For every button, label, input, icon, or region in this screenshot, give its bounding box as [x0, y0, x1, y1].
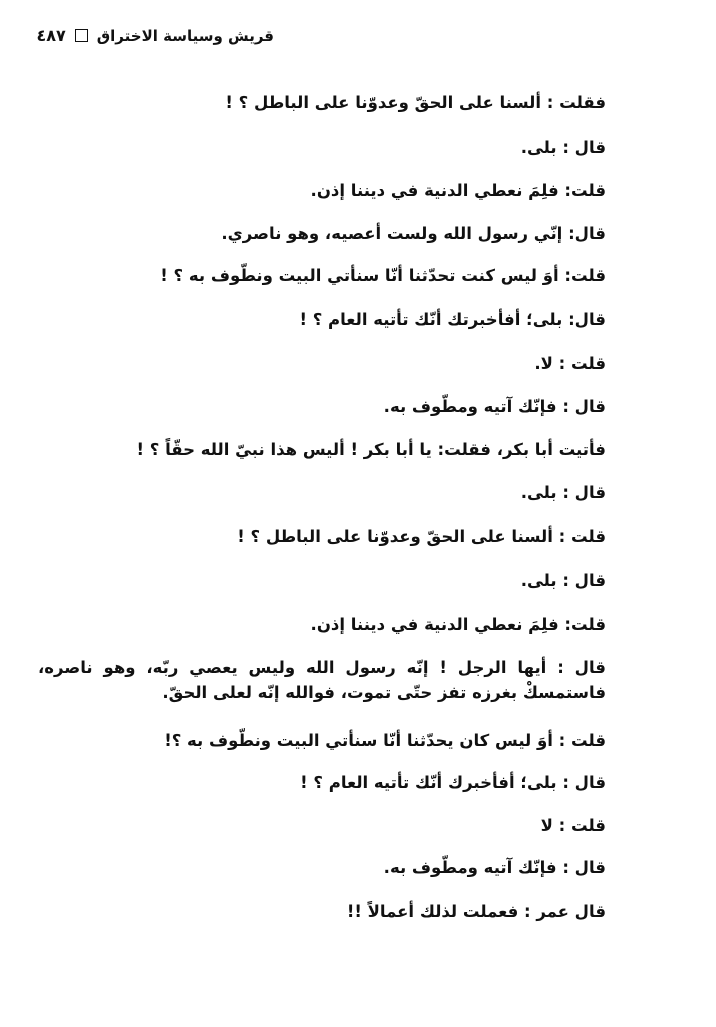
- text-line: قلت: فلِمَ نعطي الدنية في ديننا إذن.: [310, 615, 606, 634]
- header-separator-box: [75, 29, 88, 42]
- running-title: قريش وسياسة الاختراق: [96, 26, 274, 45]
- text-line: قال : بلى.: [520, 138, 606, 157]
- page-number: ٤٨٧: [36, 26, 66, 45]
- text-line: فأتيت أبا بكر، فقلت: يا أبا بكر ! أليس هذا نبيّ الله حقّاً ؟ !: [136, 440, 606, 459]
- text-line: قلت: فلِمَ نعطي الدنية في ديننا إذن.: [310, 181, 606, 200]
- text-line: قال : فإنّك آتيه ومطّوف به.: [383, 397, 606, 416]
- text-line: قلت : لا.: [534, 354, 606, 373]
- running-header: [36, 26, 274, 45]
- text-line: قال : فإنّك آتيه ومطّوف به.: [383, 858, 606, 877]
- text-line: قلت : لا: [540, 816, 606, 835]
- text-line: قلت : ألسنا على الحقّ وعدوّنا على الباطل ؟ !: [237, 527, 606, 546]
- text-line: فقلت : ألسنا على الحقّ وعدوّنا على الباطل ؟ !: [225, 93, 606, 112]
- text-line: قلت : أوَ ليس كان يحدّثنا أنّا سنأتي البيت ونطّوف به ؟!: [164, 731, 606, 750]
- text-line: قال: بلى؛ أفأخبرتك أنّك تأتيه العام ؟ !: [299, 310, 606, 329]
- text-paragraph: قال : أيها الرجل ! إنّه رسول الله وليس يعصي ربّه، وهو ناصره، فاستمسكْ بغرزه تفز حتّى تموت، فوالله إنّه لعلى الحقّ.: [38, 658, 606, 702]
- text-line: قال عمر : فعملت لذلك أعمالاً !!: [346, 902, 606, 921]
- text-line: قال : بلى؛ أفأخبرك أنّك تأتيه العام ؟ !: [300, 773, 606, 792]
- text-line: قال : بلى.: [520, 483, 606, 502]
- text-line: قلت: أوَ ليس كنت تحدّثنا أنّا سنأتي البيت ونطّوف به ؟ !: [160, 266, 606, 285]
- text-line: قال : بلى.: [520, 571, 606, 590]
- text-line: قال: إنّي رسول الله ولست أعصيه، وهو ناصري.: [221, 224, 606, 243]
